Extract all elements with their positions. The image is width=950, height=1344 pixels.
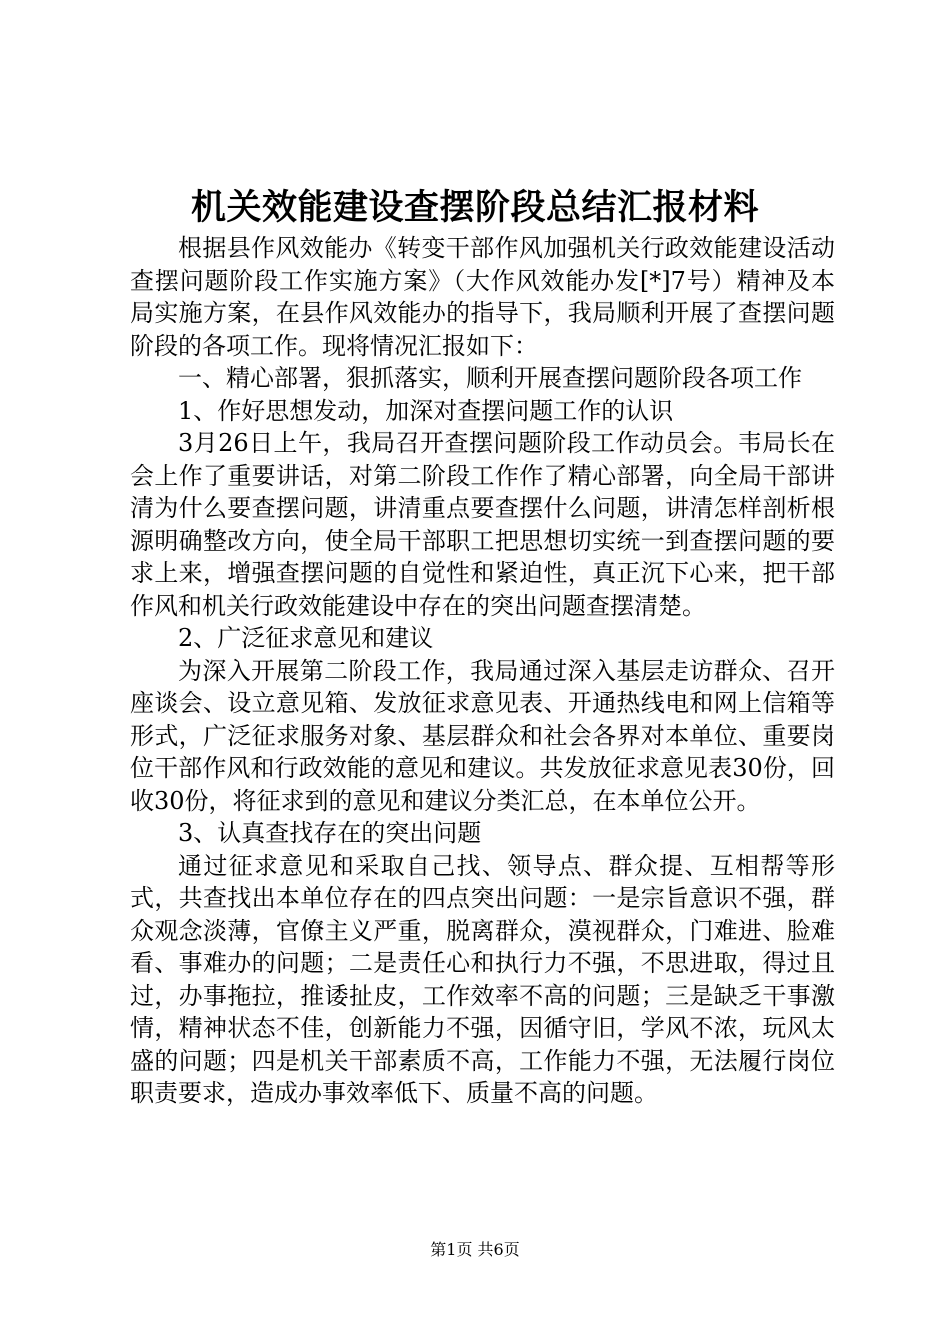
subheading-2: 2、广泛征求意见和建议	[178, 624, 434, 652]
subheading-1: 1、作好思想发动，加深对查摆问题工作的认识	[178, 396, 674, 425]
paragraph-problems: 通过征求意见和采取自己找、领导点、群众提、互相帮等形式，共查找出本单位存在的四点突出问题：一是宗旨意识不强，群众观念淡薄，官僚主义严重，脱离群众，漠视群众，门难进、脸难看、事难办的问题；二是责任心和执行力不强，不思进取，得过且过，办事拖拉，推诿扯皮，工作效率不高的问题；三是缺乏干事激情，精神状态不佳，创新能力不强，因循守旧，学风不浓，玩风太盛的问题；四是机关干部素质不高，工作能力不强，无法履行岗位职责要求，造成办事效率低下、质量不高的问题。	[130, 851, 835, 1107]
paragraph-mobilization: 3月26日上午，我局召开查摆问题阶段工作动员会。韦局长在会上作了重要讲话，对第二阶段工作作了精心部署，向全局干部讲清为什么要查摆问题，讲清重点要查摆什么问题，讲清怎样剖析根源明确整改方向，使全局干部职工把思想切实统一到查摆问题的要求上来，增强查摆问题的自觉性和紧迫性，真正沉下心来，把干部作风和机关行政效能建设中存在的突出问题查摆清楚。	[130, 429, 835, 620]
page-footer: 第1页 共6页	[430, 1240, 520, 1259]
subheading-3: 3、认真查找存在的突出问题	[178, 819, 482, 847]
document-title: 机关效能建设查摆阶段总结汇报材料	[190, 187, 759, 228]
document-body	[130, 232, 835, 1110]
paragraph-opinions: 为深入开展第二阶段工作，我局通过深入基层走访群众、召开座谈会、设立意见箱、发放征求意见表、开通热线电和网上信箱等形式，广泛征求服务对象、基层群众和社会各界对本单位、重要岗位干部作风和行政效能的意见和建议。共发放征求意见表30份，回收30份，将征求到的意见和建议分类汇总，在本单位公开。	[130, 656, 835, 815]
section-heading-1: 一、精心部署，狠抓落实，顺利开展查摆问题阶段各项工作	[178, 364, 802, 392]
intro-paragraph: 根据县作风效能办《转变干部作风加强机关行政效能建设活动查摆问题阶段工作实施方案》（大作风效能办发[*]7号）精神及本局实施方案，在县作风效能办的指导下，我局顺利开展了查摆问题阶段的各项工作。现将情况汇报如下：	[130, 234, 835, 360]
